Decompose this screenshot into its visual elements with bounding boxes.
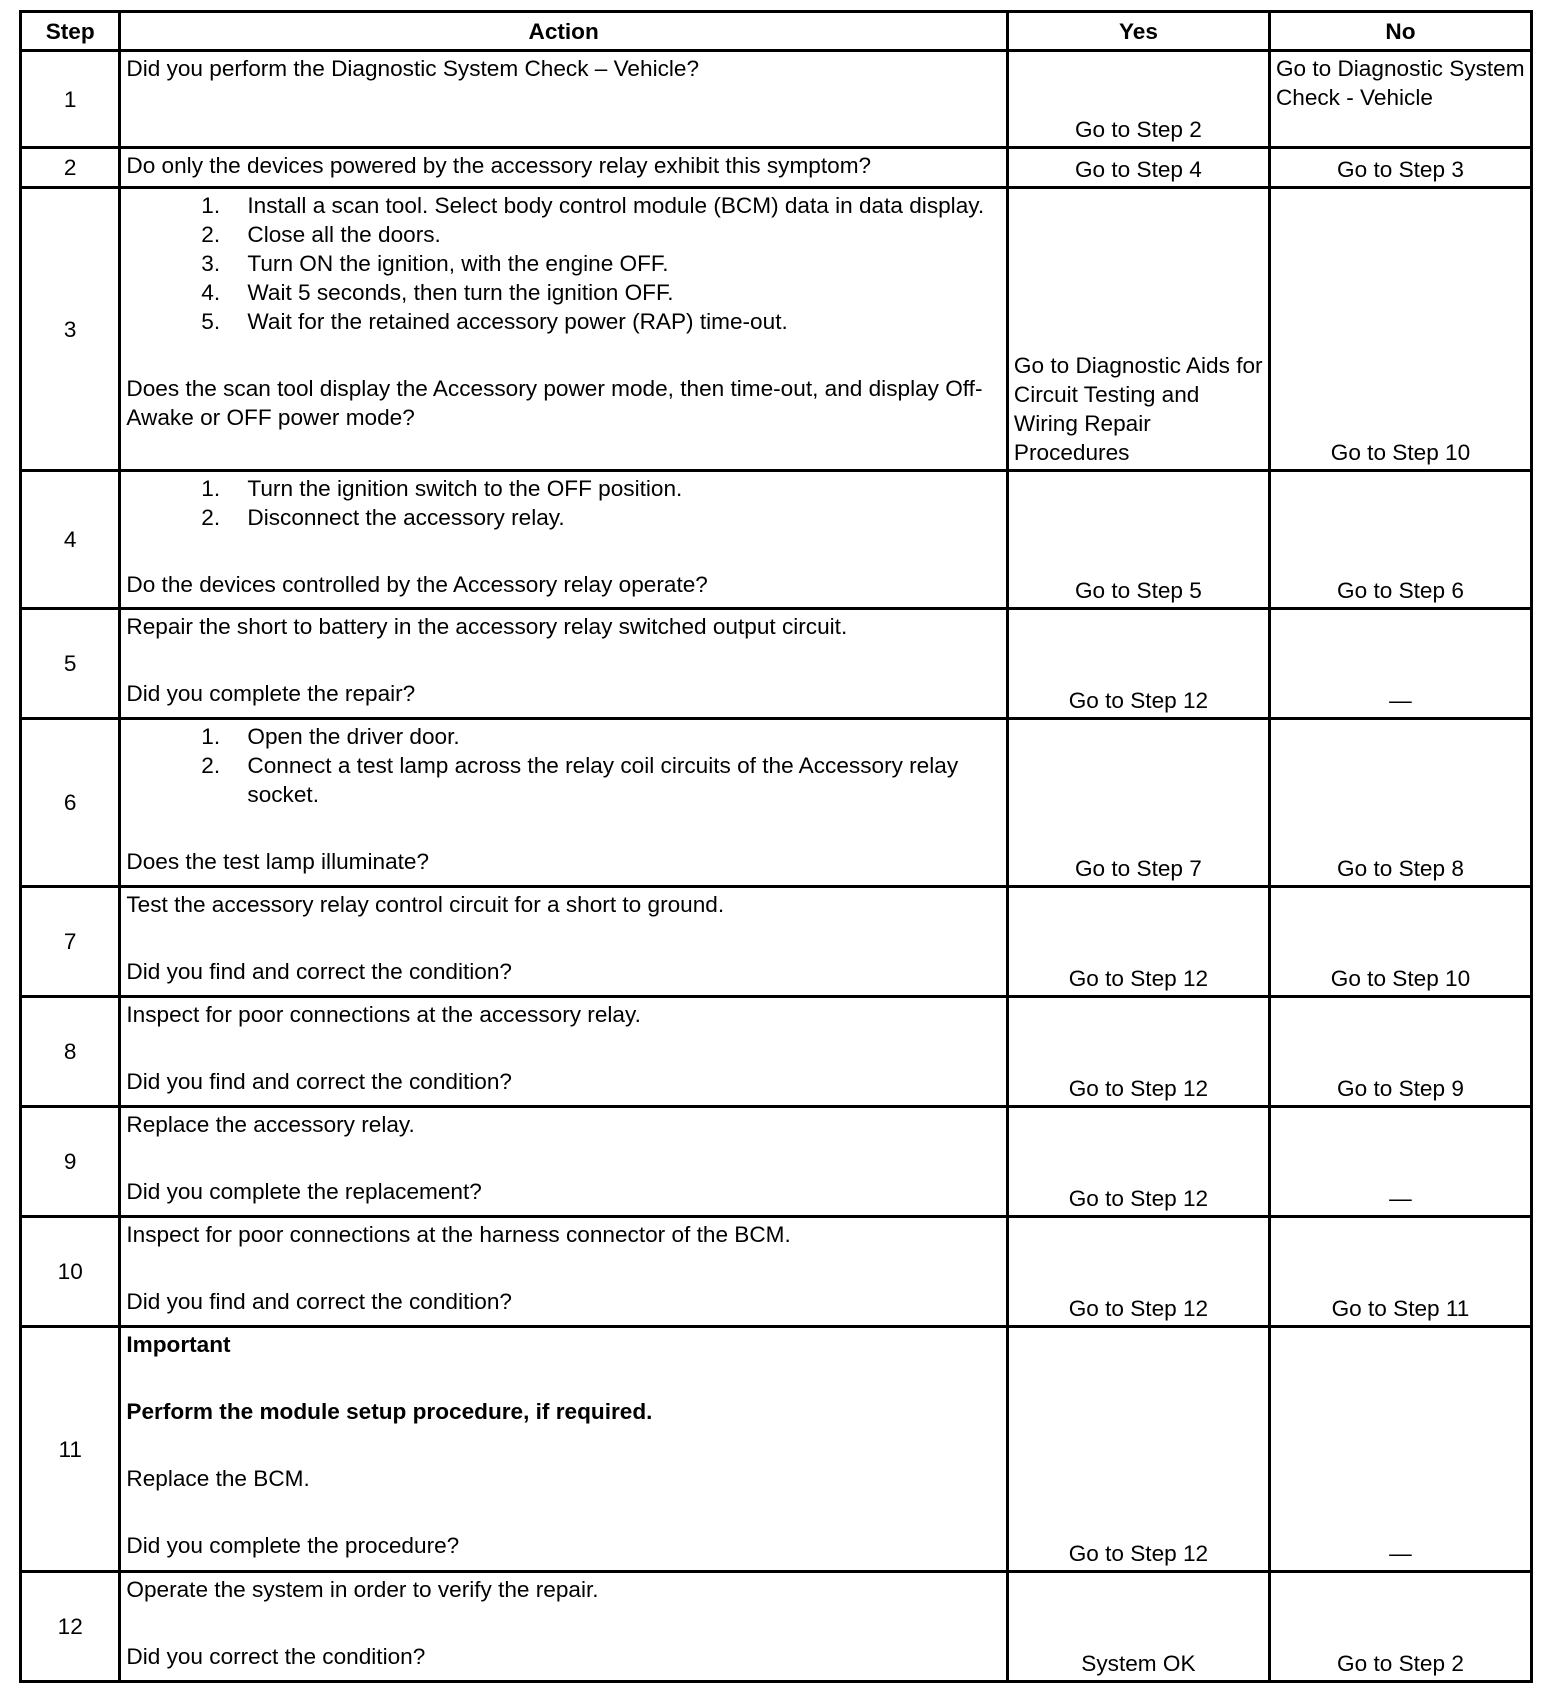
table-row [21, 609, 1532, 719]
action-instruction: Operate the system in order to verify the repair. [126, 1577, 599, 1602]
table-row [21, 188, 1532, 471]
step-number: 6 [21, 719, 120, 887]
no-cell: Go to Step 3 [1269, 148, 1531, 188]
table-row [21, 1572, 1532, 1682]
step-number: 3 [21, 188, 120, 471]
instruction-list [126, 474, 1001, 532]
important-label: Important [126, 1332, 231, 1357]
instruction-item: 2. Disconnect the accessory relay. [226, 503, 1001, 532]
yes-cell: Go to Step 12 [1007, 1107, 1269, 1217]
action-cell [120, 148, 1008, 188]
step-number: 10 [21, 1217, 120, 1327]
no-cell: Go to Step 8 [1269, 719, 1531, 887]
action-cell [120, 1217, 1008, 1327]
instruction-item: 3. Turn ON the ignition, with the engine OFF. [226, 249, 1001, 278]
step-number: 8 [21, 997, 120, 1107]
action-instruction: Inspect for poor connections at the harness connector of the BCM. [126, 1222, 791, 1247]
instruction-item: 2. Close all the doors. [226, 220, 1001, 249]
step-number: 11 [21, 1327, 120, 1572]
action-question: Does the test lamp illuminate? [126, 849, 430, 874]
action-cell [120, 51, 1008, 148]
action-cell [120, 1572, 1008, 1682]
no-cell: Go to Step 6 [1269, 471, 1531, 609]
yes-cell: Go to Step 4 [1007, 148, 1269, 188]
table-row [21, 997, 1532, 1107]
no-cell: Go to Step 10 [1269, 188, 1531, 471]
action-question: Did you find and correct the condition? [126, 1069, 512, 1094]
yes-cell: Go to Step 12 [1007, 1327, 1269, 1572]
table-row [21, 471, 1532, 609]
instruction-item: 5. Wait for the retained accessory power (RAP) time-out. [226, 307, 1001, 336]
instruction-list [126, 191, 1001, 336]
action-cell [120, 609, 1008, 719]
no-cell: Go to Diagnostic System Check - Vehicle [1269, 51, 1531, 148]
action-question: Did you find and correct the condition? [126, 959, 512, 984]
table-row [21, 719, 1532, 887]
no-cell: Go to Step 11 [1269, 1217, 1531, 1327]
table-row [21, 148, 1532, 188]
table-row [21, 1327, 1532, 1572]
instruction-item: 2. Connect a test lamp across the relay coil circuits of the Accessory relay socket. [226, 751, 1001, 809]
no-cell: Go to Step 9 [1269, 997, 1531, 1107]
action-instruction: Replace the BCM. [126, 1466, 310, 1491]
action-cell [120, 1107, 1008, 1217]
step-number: 5 [21, 609, 120, 719]
action-instruction: Repair the short to battery in the accessory relay switched output circuit. [126, 614, 848, 639]
no-cell: Go to Step 10 [1269, 887, 1531, 997]
step-number: 9 [21, 1107, 120, 1217]
action-instruction: Inspect for poor connections at the accessory relay. [126, 1002, 641, 1027]
table-header-row [21, 12, 1532, 51]
step-number: 2 [21, 148, 120, 188]
instruction-item: 1. Open the driver door. [226, 722, 1001, 751]
table-row [21, 51, 1532, 148]
table-row [21, 887, 1532, 997]
yes-cell: Go to Step 12 [1007, 887, 1269, 997]
step-number: 4 [21, 471, 120, 609]
action-cell [120, 997, 1008, 1107]
step-number: 7 [21, 887, 120, 997]
yes-cell: Go to Diagnostic Aids for Circuit Testing and Wiring Repair Procedures [1007, 188, 1269, 471]
action-question: Did you complete the repair? [126, 681, 416, 706]
yes-cell: System OK [1007, 1572, 1269, 1682]
diagnostic-table-container [19, 10, 1533, 1683]
yes-cell: Go to Step 7 [1007, 719, 1269, 887]
action-cell [120, 188, 1008, 471]
diagnostic-table [19, 10, 1533, 1683]
no-cell: — [1269, 1107, 1531, 1217]
no-cell: — [1269, 1327, 1531, 1572]
no-cell: — [1269, 609, 1531, 719]
column-header-action: Action [120, 12, 1008, 51]
table-row [21, 1217, 1532, 1327]
column-header-step: Step [21, 12, 120, 51]
important-note: Perform the module setup procedure, if required. [126, 1399, 653, 1424]
yes-cell: Go to Step 12 [1007, 1217, 1269, 1327]
action-cell [120, 719, 1008, 887]
action-instruction: Test the accessory relay control circuit for a short to ground. [126, 892, 725, 917]
yes-cell: Go to Step 2 [1007, 51, 1269, 148]
action-question: Did you perform the Diagnostic System Check – Vehicle? [126, 56, 700, 81]
instruction-list [126, 722, 1001, 809]
instruction-item: 4. Wait 5 seconds, then turn the ignition OFF. [226, 278, 1001, 307]
yes-cell: Go to Step 12 [1007, 609, 1269, 719]
action-question: Does the scan tool display the Accessory power mode, then time-out, and display Off-Awake or OFF power mode? [126, 376, 983, 430]
action-cell [120, 471, 1008, 609]
instruction-item: 1. Turn the ignition switch to the OFF position. [226, 474, 1001, 503]
action-instruction: Replace the accessory relay. [126, 1112, 415, 1137]
action-question: Do the devices controlled by the Accessory relay operate? [126, 572, 708, 597]
action-cell [120, 1327, 1008, 1572]
action-question: Did you find and correct the condition? [126, 1289, 512, 1314]
instruction-item: 1. Install a scan tool. Select body control module (BCM) data in data display. [226, 191, 1001, 220]
no-cell: Go to Step 2 [1269, 1572, 1531, 1682]
action-question: Did you correct the condition? [126, 1644, 426, 1669]
step-number: 12 [21, 1572, 120, 1682]
yes-cell: Go to Step 5 [1007, 471, 1269, 609]
yes-cell: Go to Step 12 [1007, 997, 1269, 1107]
action-question: Do only the devices powered by the accessory relay exhibit this symptom? [126, 153, 872, 178]
action-question: Did you complete the replacement? [126, 1179, 482, 1204]
step-number: 1 [21, 51, 120, 148]
action-question: Did you complete the procedure? [126, 1533, 460, 1558]
action-cell [120, 887, 1008, 997]
column-header-no: No [1269, 12, 1531, 51]
table-row [21, 1107, 1532, 1217]
column-header-yes: Yes [1007, 12, 1269, 51]
